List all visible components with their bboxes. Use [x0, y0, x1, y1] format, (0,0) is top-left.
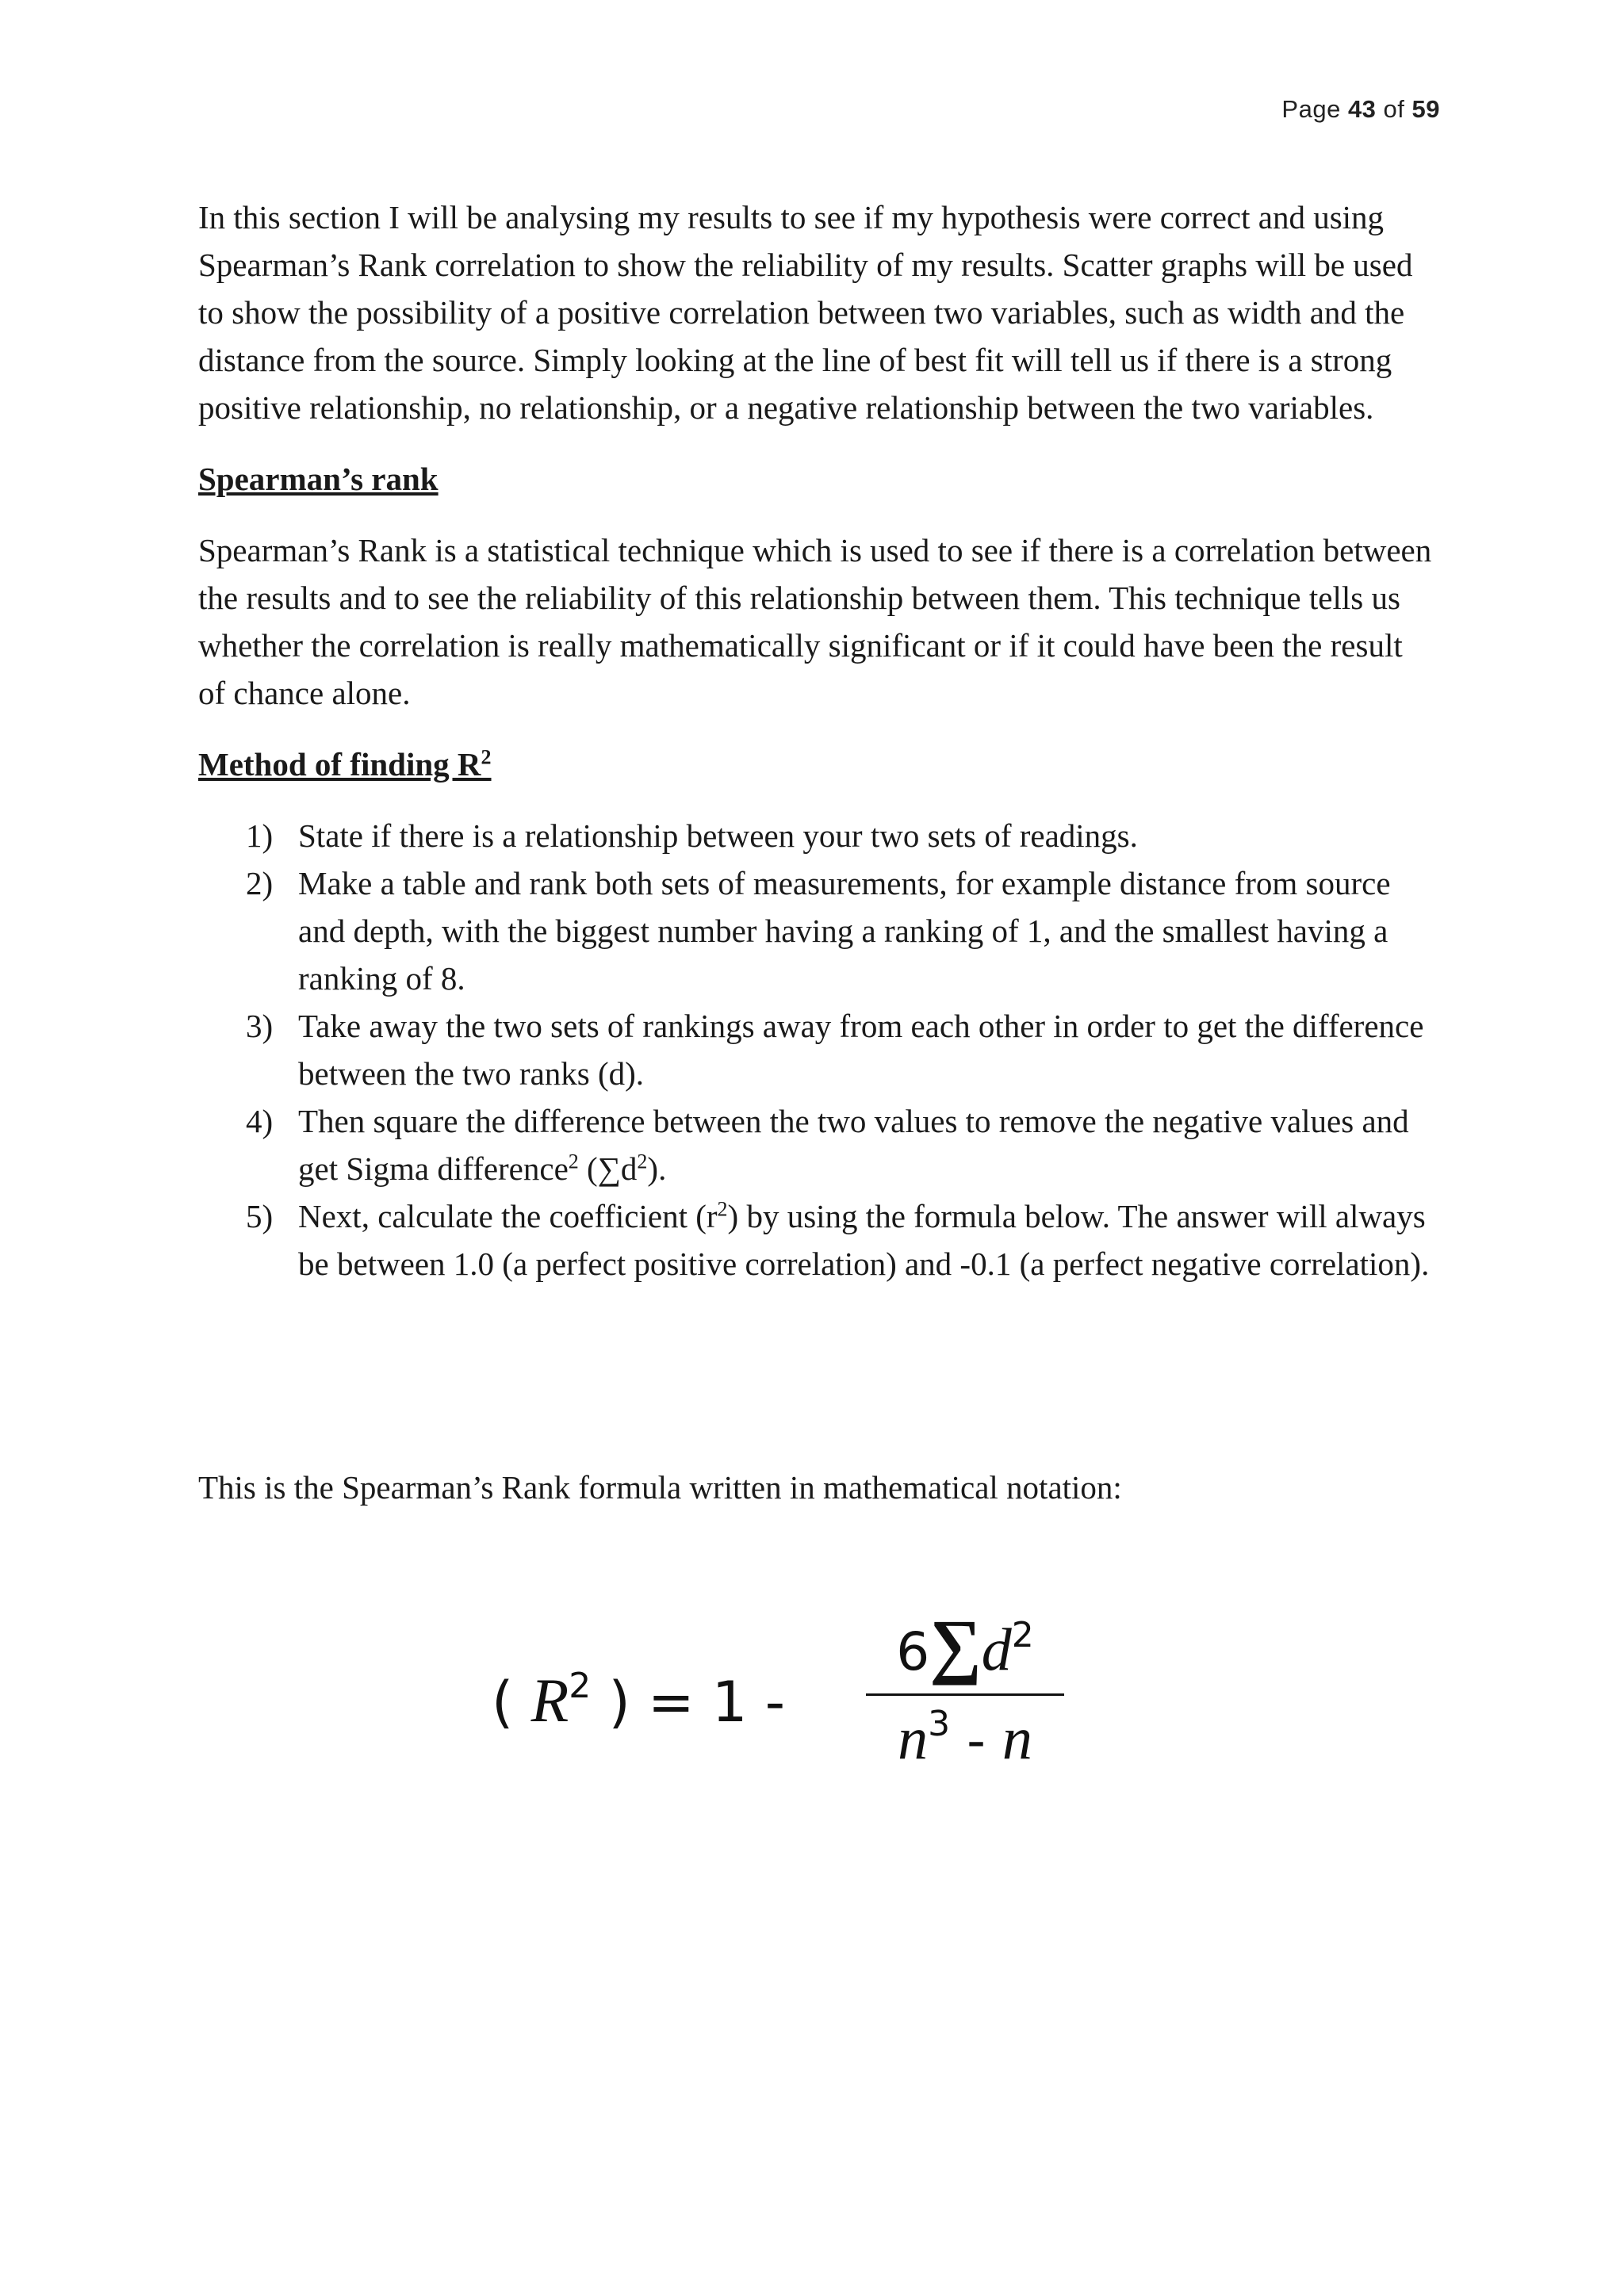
step-number: 4) [246, 1103, 274, 1139]
formula-minus: - [950, 1710, 1002, 1771]
superscript: 2 [637, 1150, 648, 1173]
formula-exp: 2 [1011, 1615, 1034, 1655]
formula-exp: 2 [569, 1665, 592, 1706]
step-number: 3) [246, 1008, 274, 1044]
total-pages: 59 [1411, 95, 1440, 123]
intro-paragraph: In this section I will be analysing my results to see if my hypothesis were correct and using Spearman’s Rank correlation to show the reliability of my results. Scatter graphs will be used to show the possibility of a positive correlation between two variables, such as width and the distance from the source. Simply looking at the line of best fit will tell us if there is a strong positive relationship, no relationship, or a negative relationship between the two variables. [198, 199, 1413, 426]
formula-var-n: n [898, 1705, 929, 1772]
list-item [198, 812, 1435, 859]
formula-intro-text: This is the Spearman’s Rank formula written in mathematical notation: [198, 1469, 1122, 1506]
page-label: Page [1281, 95, 1348, 123]
step-text: ) by using the formula below. The answer will always be between 1.0 (a perfect positive correlation) and -0.1 (a perfect negative correlation). [298, 1198, 1430, 1282]
step-number: 1) [246, 817, 274, 854]
current-page: 43 [1347, 95, 1377, 123]
method-heading-sup: 2 [481, 745, 492, 769]
method-heading-text: Method of finding R [198, 746, 481, 783]
step-text: State if there is a relationship between your two sets of readings. [298, 817, 1138, 854]
document-body [198, 193, 1435, 1288]
superscript: 2 [717, 1197, 728, 1221]
formula-numerator [866, 1603, 1064, 1687]
list-item [198, 1097, 1435, 1192]
spearmans-rank-paragraph: Spearman’s Rank is a statistical technique which is used to see if there is a correlation between the results and to see the reliability of this relationship between them. This technique tells us whether the correlation is really mathematically significant or if it could have been the result of chance alone. [198, 532, 1432, 711]
formula-lhs [492, 1665, 785, 1736]
step-text: Next, calculate the coefficient (r [298, 1198, 718, 1234]
formula-var-d: d [981, 1617, 1012, 1683]
spearman-formula [492, 1601, 1078, 1792]
step-number: 2) [246, 865, 274, 901]
formula-fraction [866, 1601, 1064, 1792]
list-item [198, 1192, 1435, 1288]
formula-open-paren: ( [492, 1670, 531, 1735]
list-item [198, 1002, 1435, 1097]
step-text: Then square the difference between the two values to remove the negative values and get Sigma difference [298, 1103, 1409, 1187]
fraction-bar [866, 1693, 1064, 1696]
page-of-label: of [1376, 95, 1412, 123]
page-number [1281, 95, 1440, 124]
list-item [198, 859, 1435, 1002]
step-text: ). [647, 1150, 667, 1187]
step-text: (∑d [578, 1150, 638, 1187]
formula-denominator [866, 1705, 1064, 1774]
superscript: 2 [568, 1150, 579, 1173]
formula-var-n: n [1002, 1705, 1032, 1772]
formula-coef: 6 [896, 1621, 930, 1682]
step-number: 5) [246, 1198, 274, 1234]
spearmans-rank-heading: Spearman’s rank [198, 461, 439, 497]
formula-var-r: R [530, 1666, 569, 1735]
formula-equals-one-minus: ) = 1 - [591, 1670, 785, 1735]
method-heading [198, 740, 1435, 788]
formula-exp: 3 [928, 1704, 951, 1744]
sigma-icon: ∑ [929, 1605, 982, 1686]
step-text: Take away the two sets of rankings away from each other in order to get the difference between the two ranks (d). [298, 1008, 1424, 1092]
step-text: Make a table and rank both sets of measurements, for example distance from source and depth, with the biggest number having a ranking of 1, and the smallest having a ranking of 8. [298, 865, 1391, 997]
method-steps-list [198, 812, 1435, 1288]
